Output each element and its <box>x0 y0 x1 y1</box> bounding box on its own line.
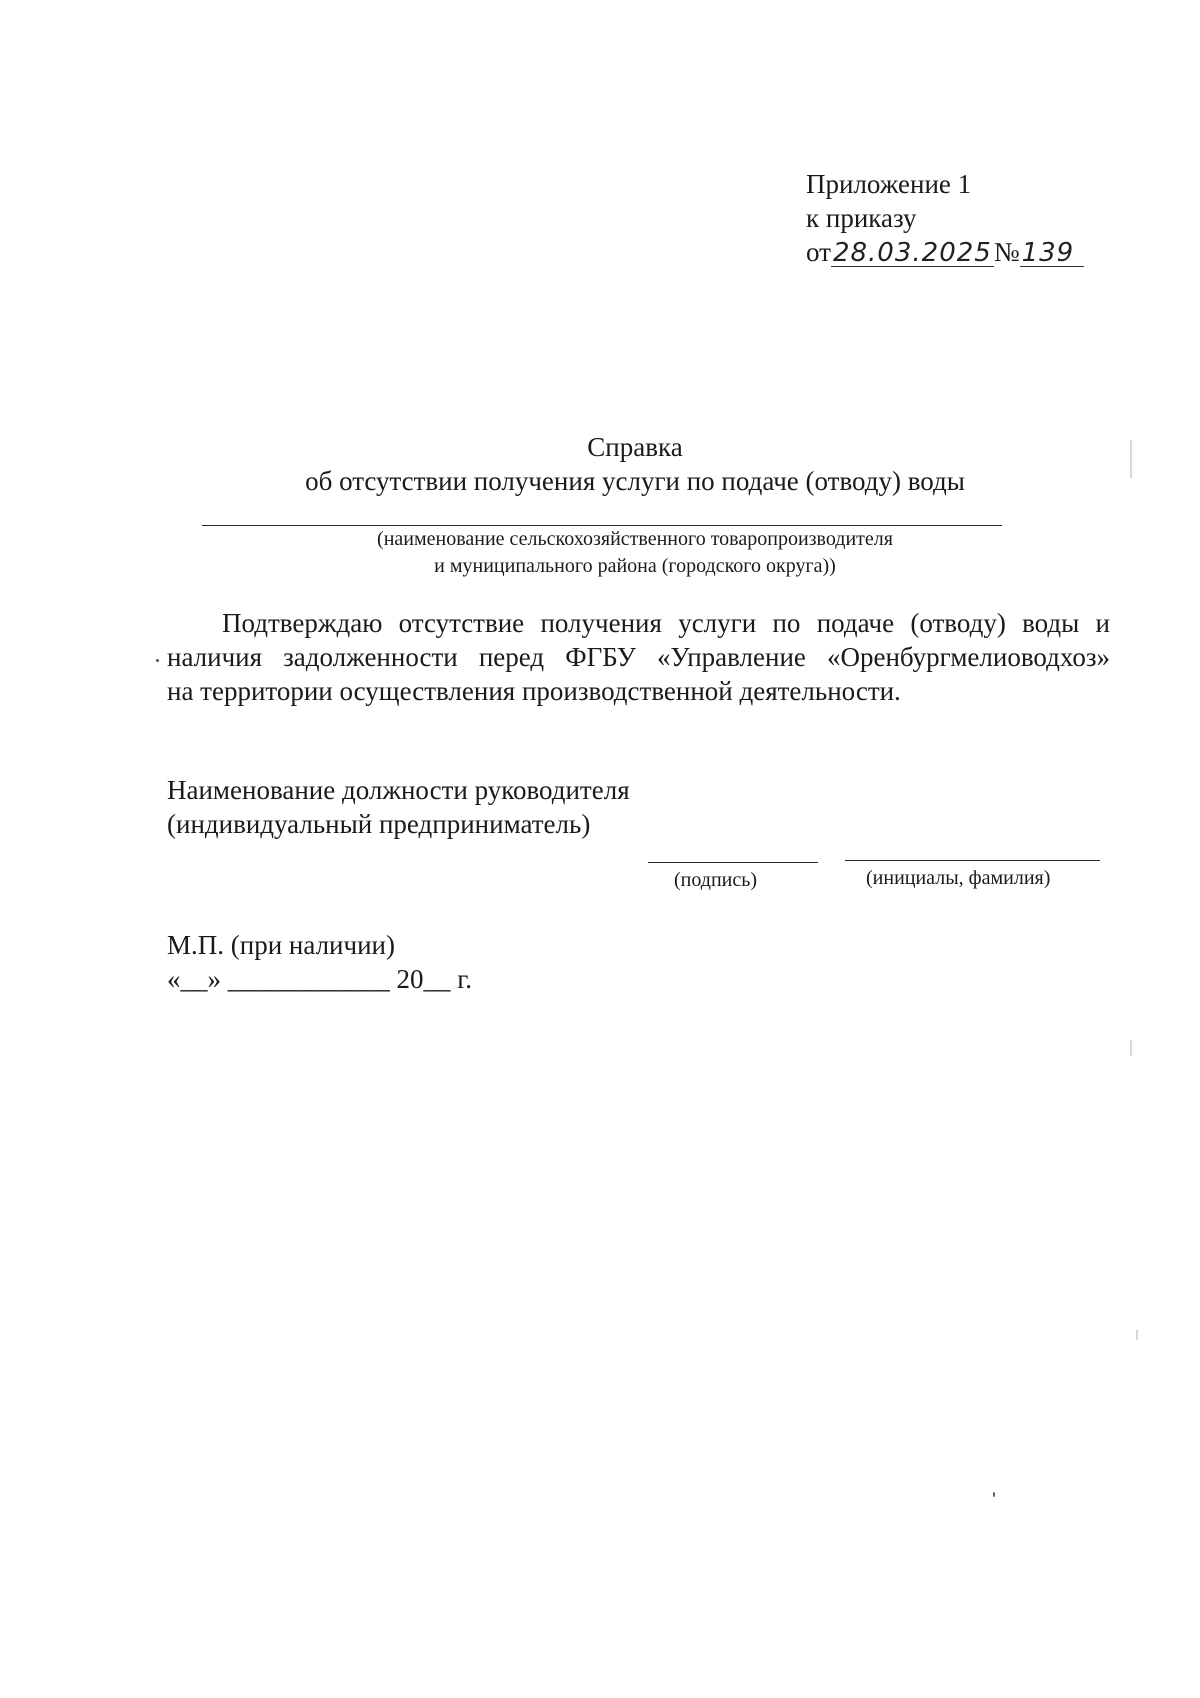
appendix-label: Приложение 1 <box>806 169 972 199</box>
to-order-label: к приказу <box>806 203 917 233</box>
producer-name-caption-2: и муниципального района (городского округа)) <box>434 555 836 577</box>
entrepreneur-label: (индивидуальный предприниматель) <box>167 809 591 839</box>
producer-name-caption-1: (наименование сельскохозяйственного товаропроизводителя <box>377 528 893 550</box>
scan-artifact <box>1130 440 1132 478</box>
initials-caption: (инициалы, фамилия) <box>866 867 1051 889</box>
signature-line <box>648 862 818 863</box>
number-sign: № <box>993 237 1020 267</box>
scan-artifact <box>1130 1040 1132 1056</box>
handwritten-date: 28.03.2025 <box>832 238 992 268</box>
initials-line <box>845 860 1100 861</box>
from-prefix: от <box>806 237 831 267</box>
scan-speck <box>156 659 159 662</box>
scan-artifact <box>1136 1330 1138 1340</box>
signature-caption: (подпись) <box>674 869 758 891</box>
position-title-label: Наименование должности руководителя <box>167 775 630 805</box>
date-line: «__» ____________ 20__ г. <box>167 964 473 994</box>
document-subtitle: об отсутствии получения услуги по подаче (отводу) воды <box>305 466 965 496</box>
body-line-3: на территории осуществления производственной деятельности. <box>167 676 901 706</box>
body-line-2: наличия задолженности перед ФГБУ «Управление «Оренбургмелиоводхоз» <box>167 642 1110 672</box>
document-title: Справка <box>587 432 683 462</box>
order-date-line <box>806 235 1084 269</box>
stamp-label: М.П. (при наличии) <box>167 930 395 960</box>
handwritten-number: 139 <box>1020 240 1084 267</box>
body-line-1: Подтверждаю отсутствие получения услуги по подаче (отводу) воды и <box>222 608 1110 638</box>
scan-speck <box>993 1492 995 1497</box>
